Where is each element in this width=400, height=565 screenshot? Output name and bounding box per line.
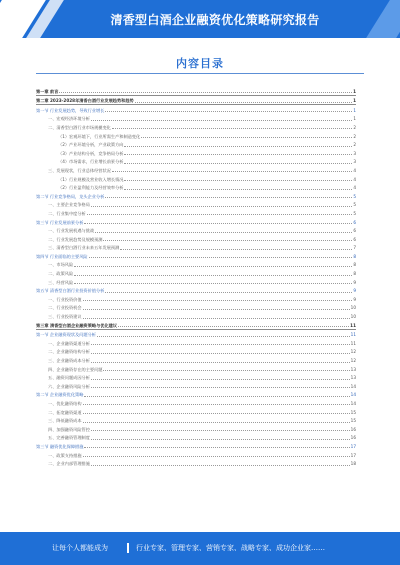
toc-entry-page: 5 (353, 210, 356, 216)
toc-entry-page: 14 (350, 392, 356, 398)
toc-leader-dots (97, 336, 350, 337)
toc-entry[interactable] (36, 251, 356, 260)
toc-leader-dots (103, 370, 349, 371)
toc-entry-title: 五、融资问题成因分析 (48, 375, 90, 381)
toc-entry-page: 7 (353, 245, 356, 251)
toc-leader-dots (118, 326, 349, 327)
toc-leader-dots (91, 465, 350, 466)
toc-entry-title: 二、行业集中度分析 (48, 210, 86, 216)
toc-entry-title: 第四节 行业面临的主要风险 (36, 253, 88, 259)
toc-entry-page: 1 (353, 88, 356, 94)
toc-leader-dots (83, 300, 353, 301)
toc-entry-title: 四、加强融资风险管控 (48, 426, 90, 432)
toc-entry-page: 18 (350, 461, 356, 467)
toc-entry[interactable] (36, 390, 356, 399)
toc-leader-dots (105, 197, 352, 198)
toc-entry-title: 三、降低融资成本 (48, 418, 82, 424)
toc-entry-title: 第五节 清香型白酒行业投资价值分析 (36, 288, 105, 294)
toc-entry-page: 2 (353, 133, 356, 139)
toc-entry[interactable] (36, 459, 356, 468)
toc-entry-title: 第三节 行业发展前景分析 (36, 219, 84, 225)
toc-leader-dots (124, 180, 352, 181)
toc-entry[interactable] (36, 330, 356, 339)
toc-entry[interactable] (36, 200, 356, 209)
toc-entry[interactable] (36, 183, 356, 192)
toc-entry-title: 一、行业投资价值 (48, 296, 82, 302)
toc-leader-dots (84, 223, 352, 224)
toc-entry-title: 三、行业投资建议 (48, 314, 82, 320)
toc-leader-dots (83, 309, 350, 310)
toc-leader-dots (105, 292, 352, 293)
toc-entry-page: 3 (353, 150, 356, 156)
toc-entry[interactable] (36, 105, 356, 114)
report-footer (0, 532, 400, 565)
toc-entry-title: 二、企业融资结构分析 (48, 349, 90, 355)
toc-entry-title: 一、行业发展机遇与挑战 (48, 228, 95, 234)
toc-entry-page: 14 (350, 400, 356, 406)
toc-leader-dots (89, 257, 353, 258)
toc-leader-dots (103, 240, 352, 241)
toc-entry-title: 三、经营风险 (48, 279, 74, 285)
toc-entry-page: 15 (350, 409, 356, 415)
toc-leader-dots (135, 102, 352, 103)
toc-entry-title: （3）产业结构分析，竞争格局分析 (58, 150, 124, 156)
toc-leader-dots (91, 379, 350, 380)
toc-entry[interactable] (36, 157, 356, 166)
toc-entry-title: 一、市场风险 (48, 262, 74, 268)
toc-entry[interactable] (36, 260, 356, 269)
toc-entry-title: （1）行业规模及营业收入增长情况 (58, 176, 124, 182)
toc-entry-title: 第二节 行业竞争格局，龙头企业分析 (36, 193, 105, 199)
toc-entry[interactable] (36, 450, 356, 459)
toc-leader-dots (84, 396, 349, 397)
toc-entry-title: （4）市场需求，行业增长前景分析 (58, 159, 124, 165)
toc-leader-dots (74, 275, 352, 276)
toc-entry[interactable] (36, 243, 356, 252)
toc-entry-page: 6 (353, 236, 356, 242)
toc-entry-page: 8 (353, 262, 356, 268)
footer-slogan: 让每个人都能成为 (52, 544, 108, 552)
toc-entry[interactable] (36, 165, 356, 174)
toc-entry-title: 一、优化融资结构 (48, 400, 82, 406)
toc-entry-title: 第二章 2023-2028年清香白酒行业发展趋势和趋势 (36, 98, 134, 104)
toc-entry[interactable] (36, 234, 356, 243)
toc-leader-dots (91, 430, 350, 431)
toc-entry[interactable] (36, 338, 356, 347)
toc-entry-title: 第二节 企业融资优化策略 (36, 392, 84, 398)
toc-leader-dots (112, 171, 353, 172)
toc-entry-page: 4 (353, 176, 356, 182)
toc-entry-title: 第一章 前言 (36, 88, 59, 94)
toc-leader-dots (59, 92, 352, 93)
toc-entry-title: 二、清香型白酒行业市场规模变化 (48, 124, 111, 130)
toc-leader-dots (105, 111, 352, 112)
toc-entry-title: （2）行业盈利能力及经营效率分析 (58, 185, 124, 191)
toc-entry-page: 17 (350, 443, 356, 449)
toc-leader-dots (124, 154, 352, 155)
toc-entry[interactable] (36, 424, 356, 433)
toc-entry[interactable] (36, 208, 356, 217)
toc-leader-dots (83, 404, 350, 405)
toc-leader-dots (91, 206, 352, 207)
toc-entry-title: 二、拓宽融资渠道 (48, 409, 82, 415)
toc-entry-title: 一、政策支持措施 (48, 452, 82, 458)
toc-entry-page: 1 (353, 98, 356, 104)
toc-entry[interactable] (36, 381, 356, 390)
toc-entry[interactable] (36, 364, 356, 373)
toc-entry[interactable] (36, 86, 356, 96)
toc-entry-page: 2 (353, 142, 356, 148)
toc-entry[interactable] (36, 320, 356, 330)
toc-entry-page: 9 (353, 279, 356, 285)
toc-entry[interactable] (36, 114, 356, 123)
toc-entry-title: 一、企业融资渠道分析 (48, 340, 90, 346)
toc-entry-title: 第一节 行业发展趋势，导致行业增长 (36, 107, 105, 113)
toc-heading: 内容目录 (176, 57, 224, 70)
toc-heading-divider (36, 73, 364, 74)
toc-entry-page: 4 (353, 185, 356, 191)
toc-entry[interactable] (36, 191, 356, 200)
toc-entry[interactable] (36, 303, 356, 312)
toc-entry-title: 二、行业发展趋势及规模预测 (48, 236, 103, 242)
toc-entry-title: （2）产业环境分析，产业政策方向 (58, 142, 124, 148)
toc-entry[interactable] (36, 347, 356, 356)
toc-entry-page: 11 (350, 332, 356, 338)
toc-entry-title: 四、企业融资存在的主要问题 (48, 366, 103, 372)
toc-entry[interactable] (36, 268, 356, 277)
toc-entry-page: 5 (353, 202, 356, 208)
toc-entry-title: 三、清香型白酒行业未来五年发展预测 (48, 245, 120, 251)
toc-entry-title: 第三节 融资优化保障措施 (36, 443, 84, 449)
toc-entry-title: 一、宏观经济环境分析 (48, 116, 90, 122)
table-of-contents (36, 86, 356, 467)
toc-entry-page: 1 (353, 107, 356, 113)
toc-entry-title: 第一节 企业融资现状及问题分析 (36, 332, 96, 338)
toc-entry[interactable] (36, 96, 356, 106)
toc-entry-page: 16 (350, 435, 356, 441)
toc-entry-page: 3 (353, 159, 356, 165)
toc-entry-page: 6 (353, 219, 356, 225)
toc-entry-page: 13 (350, 375, 356, 381)
toc-entry[interactable] (36, 217, 356, 226)
toc-leader-dots (84, 447, 349, 448)
footer-divider (127, 543, 129, 553)
toc-leader-dots (95, 232, 352, 233)
toc-entry-page: 13 (350, 366, 356, 372)
toc-leader-dots (112, 128, 353, 129)
toc-entry-page: 1 (353, 116, 356, 122)
toc-leader-dots (91, 439, 350, 440)
toc-entry[interactable] (36, 140, 356, 149)
toc-entry[interactable] (36, 398, 356, 407)
toc-leader-dots (91, 120, 352, 121)
toc-entry-title: 五、完善融资管理制度 (48, 435, 90, 441)
toc-leader-dots (124, 146, 352, 147)
toc-leader-dots (87, 214, 353, 215)
toc-entry-title: 二、政策风险 (48, 271, 74, 277)
toc-entry-page: 11 (350, 322, 356, 328)
toc-entry-title: 二、行业投资机会 (48, 305, 82, 311)
report-title: 清香型白酒企业融资优化策略研究报告 (110, 13, 320, 27)
toc-entry[interactable] (36, 286, 356, 295)
toc-leader-dots (141, 137, 352, 138)
toc-entry-page: 8 (353, 253, 356, 259)
toc-entry-page: 10 (350, 305, 356, 311)
report-header (0, 0, 400, 38)
toc-entry-page: 2 (353, 124, 356, 130)
toc-leader-dots (83, 422, 350, 423)
toc-leader-dots (120, 249, 352, 250)
toc-leader-dots (74, 266, 352, 267)
toc-entry[interactable] (36, 277, 356, 286)
toc-entry-page: 6 (353, 228, 356, 234)
toc-entry[interactable] (36, 226, 356, 235)
toc-leader-dots (83, 318, 350, 319)
toc-entry-page: 14 (350, 383, 356, 389)
toc-leader-dots (91, 362, 350, 363)
toc-entry[interactable] (36, 131, 356, 140)
toc-entry[interactable] (36, 407, 356, 416)
toc-entry-page: 5 (353, 193, 356, 199)
toc-leader-dots (83, 456, 350, 457)
toc-leader-dots (91, 387, 350, 388)
toc-leader-dots (91, 344, 350, 345)
toc-entry[interactable] (36, 148, 356, 157)
toc-entry-page: 9 (353, 288, 356, 294)
toc-entry-title: 第三章 清香型白酒企业融资策略与优化建议 (36, 322, 118, 328)
toc-leader-dots (83, 413, 350, 414)
toc-entry-title: 二、企业内部管理措施 (48, 461, 90, 467)
toc-entry-title: 六、企业融资风险分析 (48, 383, 90, 389)
toc-entry-title: 三、企业融资成本分析 (48, 358, 90, 363)
toc-entry-title: （1）宏观环境下，行业所需生产和制造变化 (58, 133, 141, 139)
header-decoration-right (366, 0, 400, 38)
toc-entry-page: 9 (353, 296, 356, 302)
toc-entry-page: 17 (350, 452, 356, 458)
toc-entry[interactable] (36, 174, 356, 183)
toc-leader-dots (124, 163, 352, 164)
toc-entry[interactable] (36, 311, 356, 320)
toc-entry[interactable] (36, 122, 356, 131)
toc-entry-page: 4 (353, 167, 356, 173)
toc-entry-title: 三、发展现状，行业总体经营状况 (48, 167, 111, 173)
toc-entry-page: 12 (350, 358, 356, 363)
toc-entry-page: 16 (350, 426, 356, 432)
toc-entry[interactable] (36, 416, 356, 425)
toc-entry-page: 15 (350, 418, 356, 424)
toc-entry[interactable] (36, 433, 356, 442)
toc-entry-page: 11 (350, 340, 356, 346)
toc-entry[interactable] (36, 355, 356, 364)
toc-entry[interactable] (36, 373, 356, 382)
toc-leader-dots (74, 283, 352, 284)
toc-entry-page: 12 (350, 349, 356, 355)
footer-roles: 行业专家、管理专家、营销专家、战略专家、成功企业家…… (136, 544, 325, 552)
toc-entry-page: 10 (350, 314, 356, 320)
toc-entry-title: 一、主要企业竞争格局 (48, 202, 90, 208)
toc-leader-dots (91, 353, 350, 354)
toc-entry-page: 8 (353, 271, 356, 277)
toc-entry[interactable] (36, 294, 356, 303)
toc-leader-dots (124, 189, 352, 190)
toc-entry[interactable] (36, 441, 356, 450)
